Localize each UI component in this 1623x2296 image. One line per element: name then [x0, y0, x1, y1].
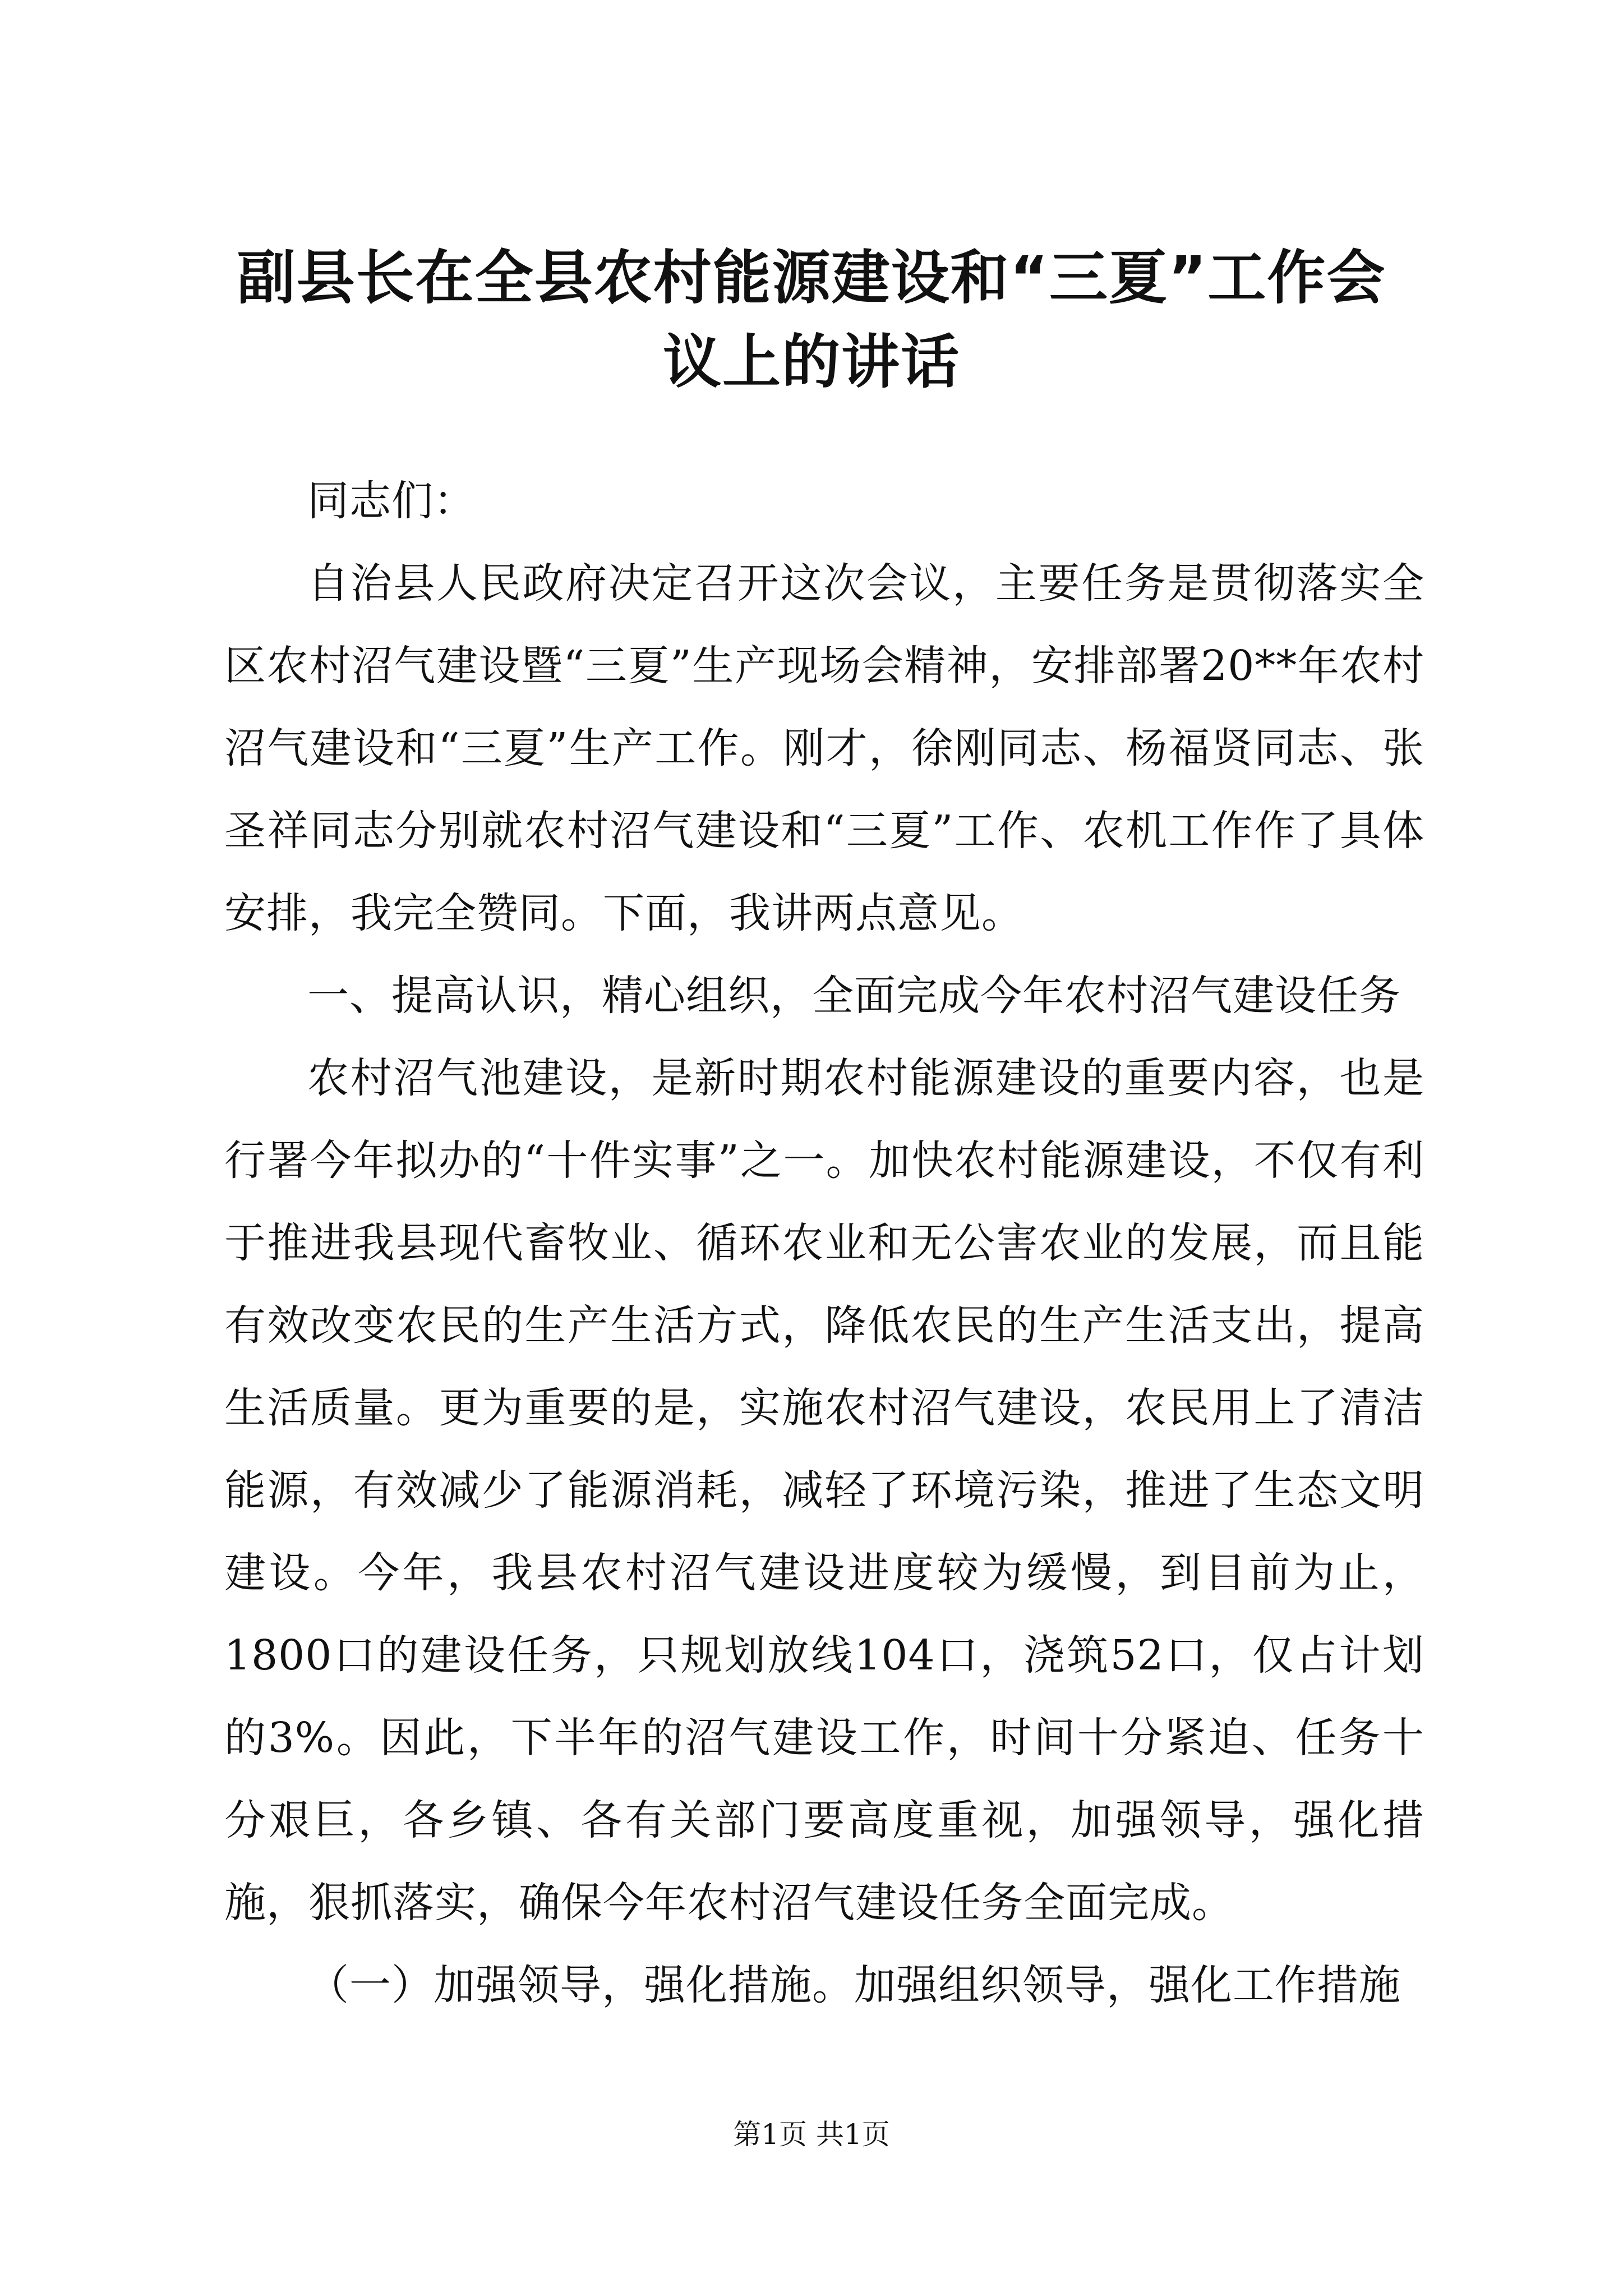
section-heading-1: 一、提高认识，精心组织，全面完成今年农村沼气建设任务	[307, 972, 1401, 1020]
body-paragraph: 农村沼气池建设，是新时期农村能源建设的重要内容，也是行署今年拟办的“十件实事”之一。加快农村能源建设，不仅有利于推进我县现代畜牧业、循环农业和无公害农业的发展，而且能有效改变农民的生产生活方式，降低农民的生产生活支出，提高生活质量。更为重要的是，实施农村沼气建设，农民用上了清洁能源，有效减少了能源消耗，减轻了环境污染，推进了生态文明建设。今年，我县农村沼气建设进度较为缓慢，到目前为止，1800口的建设任务，只规划放线104口，浇筑52口，仅占计划的3%。因此，下半年的沼气建设工作，时间十分紧迫、任务十分艰巨，各乡镇、各有关部门要高度重视，加强领导，强化措施，狠抓落实，确保今年农村沼气建设任务全面完成。	[224, 1054, 1424, 1927]
subsection-heading-1: （一）加强领导，强化措施。加强组织领导，强化工作措施	[307, 1961, 1401, 2009]
intro-paragraph: 自治县人民政府决定召开这次会议，主要任务是贯彻落实全区农村沼气建设暨“三夏”生产现场会精神，安排部署20**年农村沼气建设和“三夏”生产工作。刚才，徐刚同志、杨福贤同志、张圣祥同志分别就农村沼气建设和“三夏”工作、农机工作作了具体安排，我完全赞同。下面，我讲两点意见。	[224, 559, 1424, 937]
salutation-paragraph: 同志们：	[307, 477, 476, 525]
page-footer: 第1页 共1页	[733, 2118, 890, 2151]
document-body	[224, 460, 1424, 2027]
document-title: 副县长在全县农村能源建设和“三夏”工作会议上的讲话	[237, 243, 1386, 396]
